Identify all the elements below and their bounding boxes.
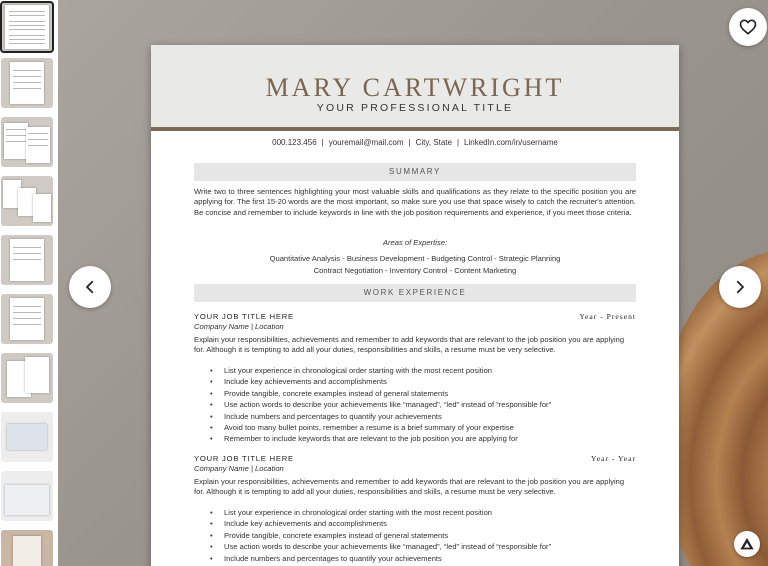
resume-name: MARY CARTWRIGHT [265,73,565,102]
scroll-to-top-button[interactable] [734,531,760,557]
job-title: YOUR JOB TITLE HERE [194,454,294,463]
heart-outline-icon [738,17,758,37]
job-bullet: • Provide tangible, concrete examples instead of general statements [210,530,551,541]
job-bullet: • Avoid too many bullet points, remember a resume is a brief summary of your expertise [210,422,551,433]
thumbnail-2[interactable] [1,58,53,108]
job-description: Explain your responsibilities, achievements and remember to add keywords that are relevant to the job position you are applying for. Although it is tempting to add all your duties, responsibilities and skills, a resume must be very selective. [194,335,625,355]
work-experience-heading: WORK EXPERIENCE [194,284,636,302]
next-image-button[interactable] [719,266,761,308]
triangle-up-icon [739,536,755,552]
job-bullet: • Use action words to describe your achievements like “managed”, “led” instead of “responsible for” [210,399,551,410]
job-bullet: • Include numbers and percentages to quantify your achievements [210,553,551,564]
thumbnail-8[interactable] [1,412,53,462]
header-accent-rule [151,127,679,131]
job-company: Company Name | Location [194,322,284,331]
job-bullet: • Remember to include keywords that are relevant to the job position you are applying for [210,433,551,444]
contact-linkedin: LinkedIn.com/in/username [464,138,558,147]
thumbnail-5[interactable] [1,235,53,285]
thumbnail-rail [0,0,58,566]
job-company: Company Name | Location [194,464,284,473]
summary-text: Write two to three sentences highlighting your most valuable skills and qualifications as they relate to the specific position you are applying for. The first 15-20 words are the most important, so make sure you use that space wisely to catch the recruiter's attention. Be concise and remember to include keywords in line with the job position requirements and experience, if you meet those criteria. [194,187,636,217]
job-bullet: • Include key achievements and accomplishments [210,518,551,529]
thumbnail-9[interactable] [1,471,53,521]
contact-location: City, State [415,138,452,147]
thumbnail-7[interactable] [1,353,53,403]
contact-email: youremail@mail.com [328,138,404,147]
job-bullets [210,365,551,445]
thumbnail-4[interactable] [1,176,53,226]
job-description: Explain your responsibilities, achievements and remember to add keywords that are relevant to the job position you are applying for. Although it is tempting to add all your duties, responsibilities and skills, a resume must be very selective. [194,477,625,497]
contact-phone: 000.123.456 [272,138,317,147]
expertise-line-1: Quantitative Analysis - Business Development - Budgeting Control - Strategic Planning [269,254,561,263]
summary-heading: SUMMARY [194,163,636,181]
job-bullet: • List your experience in chronological order starting with the most recent position [210,507,551,518]
thumbnail-3[interactable] [1,117,53,167]
job-bullets [210,507,551,564]
contact-separator: | [321,138,324,147]
contact-separator: | [408,138,411,147]
job-dates: Year - Present [579,312,636,321]
chevron-left-icon [81,278,99,296]
chevron-right-icon [731,278,749,296]
contact-separator: | [456,138,460,147]
thumbnail-6[interactable] [1,294,53,344]
job-dates: Year - Year [590,454,636,463]
main-image [58,0,768,566]
thumbnail-1[interactable] [1,2,53,52]
favorite-button[interactable] [729,8,767,46]
job-bullet: • Provide tangible, concrete examples instead of general statements [210,388,551,399]
contact-line [151,138,679,147]
expertise-title: Areas of Expertise: [382,238,448,247]
resume-professional-title: YOUR PROFESSIONAL TITLE [316,102,514,114]
job-bullet: • Include numbers and percentages to quantify your achievements [210,411,551,422]
job-title: YOUR JOB TITLE HERE [194,312,294,321]
job-bullet: • Include key achievements and accomplishments [210,376,551,387]
job-bullet: • List your experience in chronological order starting with the most recent position [210,365,551,376]
job-bullet: • Use action words to describe your achievements like “managed”, “led” instead of “responsible for” [210,541,551,552]
expertise-line-2: Contract Negotiation - Inventory Control - Content Marketing [313,266,517,275]
previous-image-button[interactable] [69,266,111,308]
thumbnail-10[interactable] [1,530,53,566]
resume-page [151,45,679,566]
